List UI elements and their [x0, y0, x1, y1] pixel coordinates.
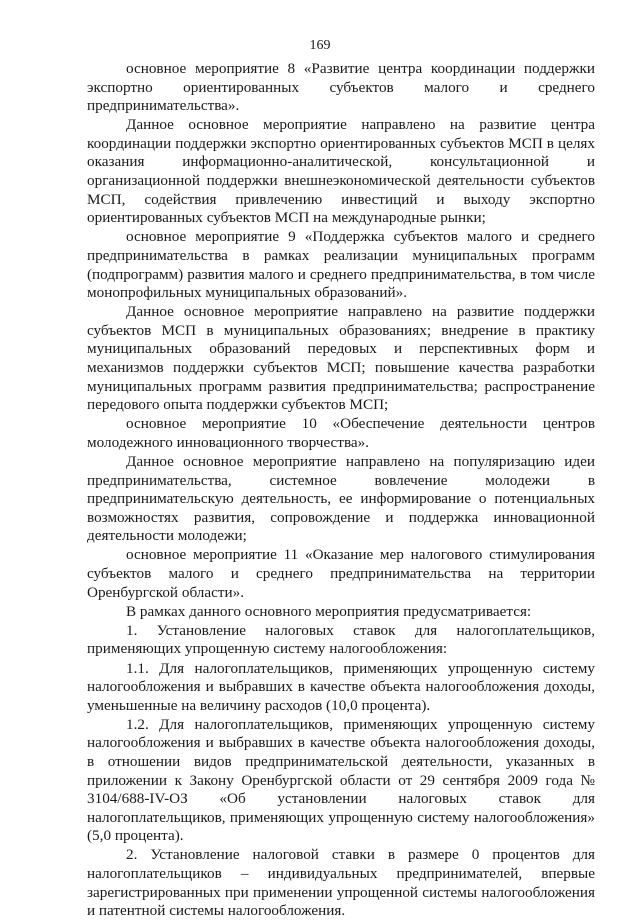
- paragraph-measure-10: основное мероприятие 10 «Обеспечение деятельности центров молодежного инновационного творчества».: [87, 415, 595, 451]
- paragraph-measure-10-description: Данное основное мероприятие направлено на популяризацию идеи предпринимательства, системное вовлечение молодежи в предпринимательскую деятельность, ее информирование о потенциальных возможностях развития, сопровождение и поддержка инновационной деятельности молодежи;: [87, 452, 595, 545]
- page-number: 169: [309, 38, 331, 53]
- paragraph-measure-8: основное мероприятие 8 «Развитие центра координации поддержки экспортно ориентированных субъектов малого и среднего предпринимательства».: [87, 60, 595, 115]
- paragraph-item-2: 2. Установление налоговой ставки в размере 0 процентов для налогоплательщиков – индивидуальных предпринимателей, впервые зарегистрированных при применении упрощенной системы налогообложения и патентной системы налогообложения.: [87, 846, 595, 920]
- paragraph-item-1: 1. Установление налоговых ставок для налогоплательщиков, применяющих упрощенную систему налогообложения:: [87, 621, 595, 658]
- paragraph-measure-11-intro: В рамках данного основного мероприятия предусматривается:: [126, 602, 532, 620]
- paragraph-item-1-2: 1.2. Для налогоплательщиков, применяющих упрощенную систему налогообложения и выбравших в качестве объекта налогообложения доходы, в отношении видов предпринимательской деятельности, указанных в приложении к Закону Оренбургской области от 29 сентября 2009 года № 3104/688-IV-ОЗ «Об установлении налоговых ставок для налогоплательщиков, применяющих упрощенную систему налогообложения» (5,0 процента).: [87, 715, 595, 845]
- paragraph-measure-9-description: Данное основное мероприятие направлено на развитие поддержки субъектов МСП в муниципальных образованиях; внедрение в практику муниципальных образований передовых и перспективных форм и механизмов поддержки субъектов МСП; повышение качества разработки муниципальных программ развития предпринимательства; распространение передового опыта поддержки субъектов МСП;: [87, 303, 595, 414]
- paragraph-measure-11: основное мероприятие 11 «Оказание мер налогового стимулирования субъектов малого и среднего предпринимательства на территории Оренбургской области».: [87, 546, 595, 601]
- paragraph-measure-8-description: Данное основное мероприятие направлено на развитие центра координации поддержки экспортно ориентированных субъектов МСП в целях оказания информационно-аналитической, консультационной и организационной поддержки внешнеэкономической деятельности субъектов МСП, содействия привлечению инвестиций и выходу экспортно ориентированных субъектов МСП на международные рынки;: [87, 116, 595, 227]
- paragraph-measure-9: основное мероприятие 9 «Поддержка субъектов малого и среднего предпринимательства в рамках реализации муниципальных программ (подпрограмм) развития малого и среднего предпринимательства, в том числе монопрофильных муниципальных образований».: [87, 228, 595, 302]
- document-body: [87, 60, 595, 921]
- paragraph-item-1-1: 1.1. Для налогоплательщиков, применяющих упрощенную систему налогообложения и выбравших в качестве объекта налогообложения доходы, уменьшенные на величину расходов (10,0 процента).: [87, 659, 595, 714]
